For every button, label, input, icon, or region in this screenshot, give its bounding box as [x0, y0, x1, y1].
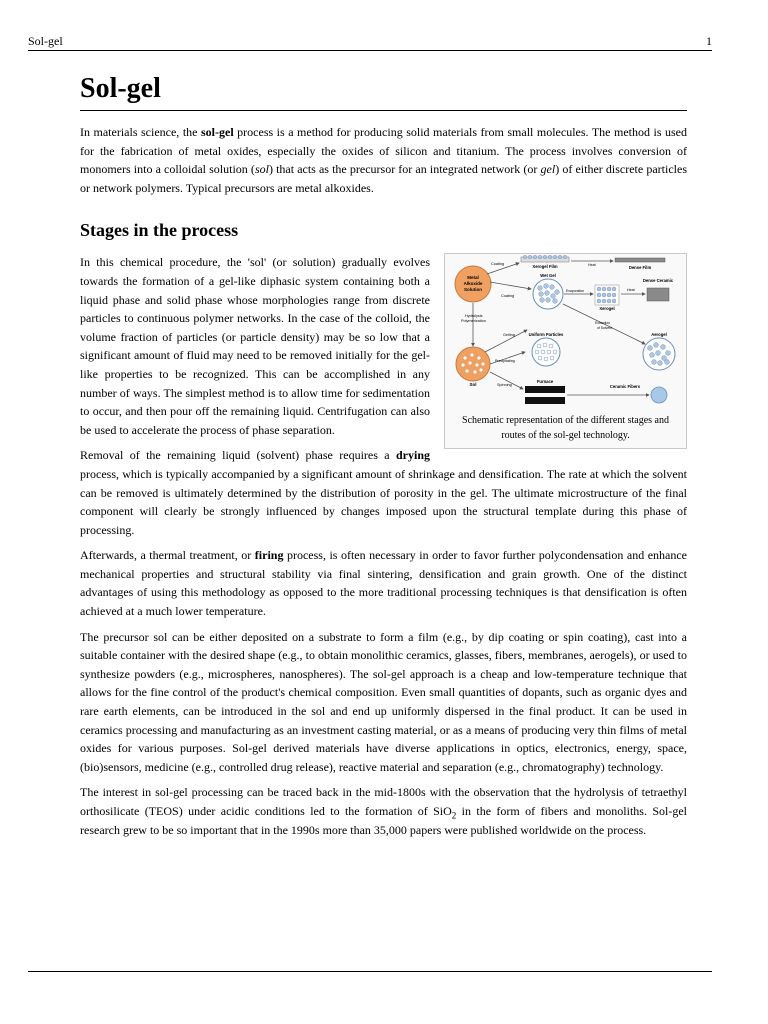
label-evaporation: Evaporation — [566, 289, 585, 294]
arrow-coating-mid — [490, 282, 531, 289]
drying-bold-term: drying — [395, 448, 430, 463]
intro-paragraph — [80, 123, 687, 197]
label-of-solvent: of Solvent — [597, 326, 613, 331]
label-heat-top: Heat — [588, 263, 596, 268]
label-furnace: Furnace — [536, 379, 554, 385]
label-xerogel: Xerogel — [599, 306, 615, 312]
firing-text-1: Afterwards, a thermal treatment, or — [80, 548, 255, 563]
label-xerogel-film: Xerogel Film — [532, 264, 558, 270]
furnace-top-block — [525, 386, 565, 393]
intro-bold-term: sol-gel — [201, 125, 234, 139]
stages-paragraph: In this chemical procedure, the 'sol' (or solution) gradually evolves towards the formation of a gel-like diphasic system containing both a liquid phase and solid phase whose morphologies range from discrete particles to continuous polymer networks. In the case of the colloid, the volume fraction of particles (or particle density) may be so low that a significant amount of fluid may need to be removed initially for the gel-like properties to be recognized. This can be accomplished in any number of ways. The simplest method is to allow time for sedimentation to occur, and then pour off the remaining liquid. Centrifugation can also be used to accelerate the process of phase separation. — [80, 255, 430, 437]
history-subscript: 2 — [451, 810, 457, 821]
label-precipitating: Precipitating — [495, 359, 515, 364]
article-body — [80, 72, 687, 846]
label-hydrolysis: Hydrolysis — [465, 314, 483, 319]
page-number: 1 — [706, 34, 712, 48]
dense-film-shape — [615, 258, 665, 262]
label-polymerization: Polymerization — [461, 319, 486, 324]
label-wet-gel: Wet Gel — [540, 273, 556, 279]
history-text-2: in the form of fibers and monoliths. Sol-gel research grew to be so important that in the 1990s more than 35,000 papers were published worldwide on the process. — [80, 804, 687, 837]
drying-paragraph — [80, 446, 687, 539]
sol-gel-figure — [444, 253, 687, 449]
intro-text-2: process is a method for producing solid materials from small molecules. The method is used for the fabrication of metal oxides, especially the oxides of silicon and titanium. The process involves conversion of monomers into a colloidal solution ( — [80, 125, 688, 177]
firing-paragraph — [80, 546, 687, 620]
intro-text-3: ) that acts as the precursor for an integrated network (or — [268, 162, 541, 177]
history-text-1: The interest in sol-gel processing can be traced back in the mid-1800s with the observation that the hydrolysis of tetraethyl orthosilicate (TEOS) under acidic conditions led to the formation of SiO — [80, 785, 687, 818]
label-sol: Sol — [469, 382, 477, 388]
running-header — [28, 34, 712, 51]
running-title: Sol-gel — [28, 34, 63, 48]
dense-ceramic-shape — [647, 288, 669, 301]
label-alkoxide: Alkoxide — [463, 281, 483, 287]
xerogel-film-particles — [523, 256, 567, 260]
figure-caption: Schematic representation of the different stages and routes of the sol-gel technology. — [462, 415, 669, 442]
furnace-bottom-block — [525, 397, 565, 404]
label-coating-mid: Coating — [501, 294, 515, 299]
label-metal: Metal — [467, 275, 479, 281]
label-ceramic-fibers: Ceramic Fibers — [609, 384, 641, 390]
drying-text-1: Removal of the remaining liquid (solvent) phase requires a — [80, 448, 396, 463]
label-dense-film: Dense Film — [628, 265, 652, 271]
drying-text-2: process, which is typically accompanied by a significant amount of shrinkage and densification. The rate at which the solvent can be removed is ultimately determined by the distribution of porosity in the gel. The ultimate microstructure of the final component will clearly be strongly influenced by changes imposed upon the structural template during this phase of processing. — [80, 466, 687, 537]
label-heat-mid: Heat — [627, 288, 635, 293]
label-uniform-particles: Uniform Particles — [528, 332, 564, 338]
precursor-paragraph: The precursor sol can be either deposited on a substrate to form a film (e.g., by dip coating or spin coating), cast into a suitable container with the desired shape (e.g., to obtain monolithic ceramics, glasses, fibers, membranes, aerogels), or used to synthesize powders (e.g., microspheres, nanospheres). The sol-gel approach is a cheap and low-temperature technique that allows for the fine control of the product's chemical composition. Even small quantities of dopants, such as organic dyes and rare earth elements, can be introduced in the sol and end up uniformly dispersed in the final product. It can be used in ceramics processing and manufacturing as an investment casting material, or as a means of producing very thin films of metal oxides for various purposes. Sol-gel derived materials have diverse applications in optics, electronics, energy, space, (bio)sensors, medicine (e.g., controlled drug release), reactive material and separation (e.g., chromatography) technology. — [80, 629, 687, 774]
section-heading: Stages in the process — [80, 220, 239, 241]
intro-italic-gel: gel — [540, 162, 556, 177]
label-spinning: Spinning — [497, 383, 512, 388]
label-coating-top: Coating — [491, 262, 505, 267]
label-gelling: Gelling — [503, 333, 515, 338]
intro-italic-sol: sol — [254, 162, 269, 177]
footer-rule — [28, 971, 712, 972]
firing-text-2: process, is often necessary in order to favor further polycondensation and enhance mechanical properties and structural stability via final sintering, densification and grain growth. One of the distinct advantages of using this methodology as opposed to the more traditional processing techniques is that densification is often achieved at a much lower temperature. — [80, 548, 687, 619]
history-paragraph — [80, 783, 687, 839]
article-title: Sol-gel — [80, 72, 687, 111]
label-aerogel: Aerogel — [651, 332, 667, 338]
intro-text-1: In materials science, the — [80, 125, 201, 139]
label-dense-ceramic: Dense Ceramic — [642, 278, 674, 284]
label-solution: Solution — [464, 287, 482, 293]
ceramic-fibers-circle — [651, 387, 667, 403]
sol-gel-diagram — [445, 254, 686, 410]
intro-text-4: ) of either discrete particles or network polymers. Typical precursors are metal alkoxides. — [80, 162, 687, 195]
label-extraction: Extraction — [595, 321, 611, 326]
firing-bold-term: firing — [254, 548, 284, 563]
